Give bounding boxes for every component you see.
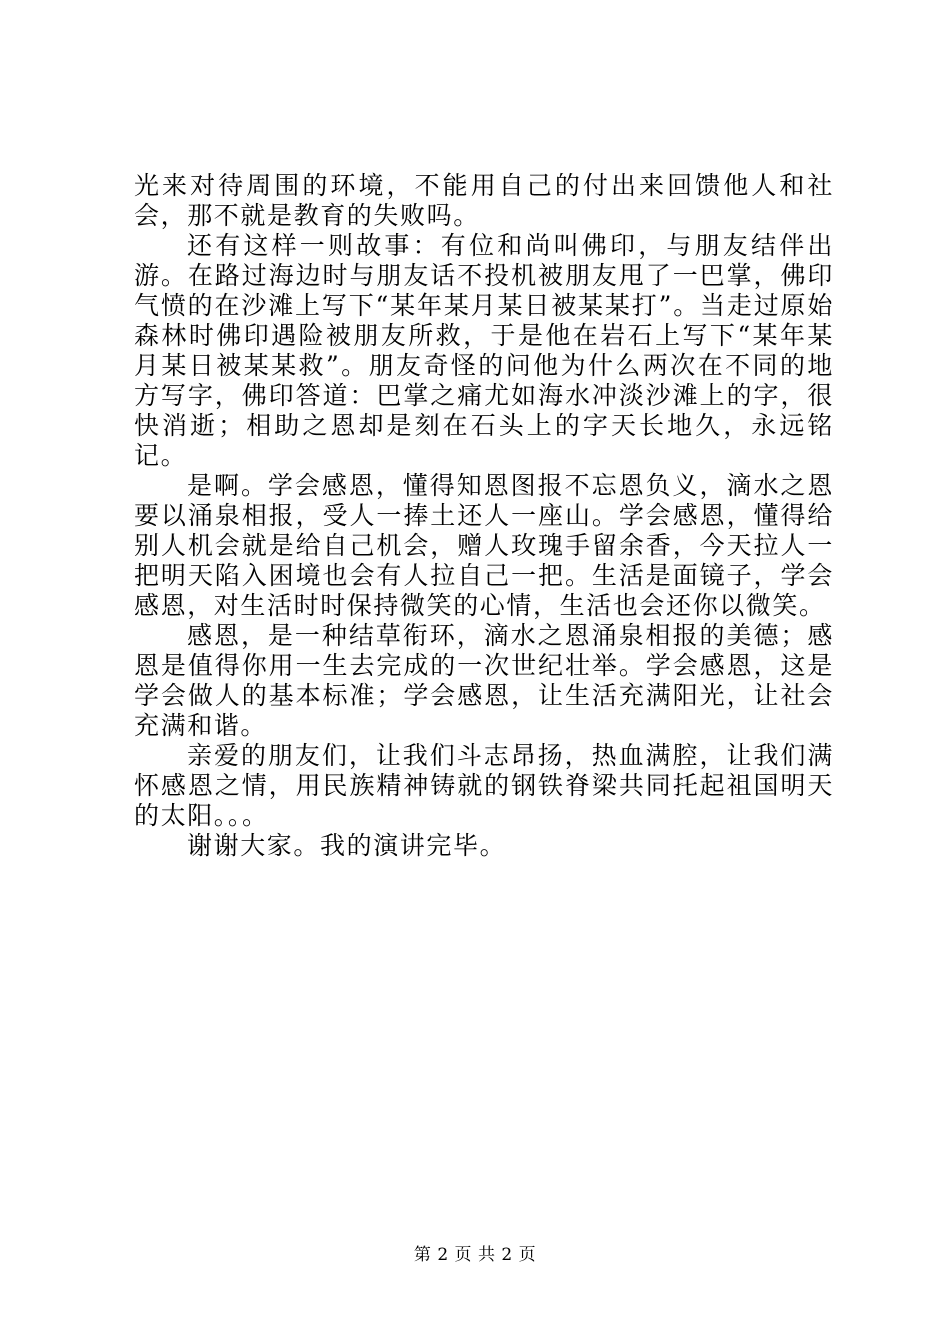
- paragraph-gratitude: 是啊。学会感恩，懂得知恩图报不忘恩负义，滴水之恩要以涌泉相报，受人一捧土还人一座山。学会感恩，懂得给别人机会就是给自己机会，赠人玫瑰手留余香，今天拉人一把明天陷入困境也会有人拉自己一把。生活是面镜子，学会感恩，对生活时时保持微笑的心情，生活也会还你以微笑。: [134, 471, 834, 620]
- page-footer: 第 2 页 共 2 页: [413, 1245, 537, 1265]
- paragraph-closing: 谢谢大家。我的演讲完毕。: [187, 831, 507, 860]
- paragraph-virtue: 感恩，是一种结草衔环，滴水之恩涌泉相报的美德；感恩是值得你用一生去完成的一次世纪壮举。学会感恩，这是学会做人的基本标准；学会感恩，让生活充满阳光，让社会充满和谐。: [134, 621, 834, 740]
- paragraph-call-to-action: 亲爱的朋友们，让我们斗志昂扬，热血满腔，让我们满怀感恩之情，用民族精神铸就的钢铁脊梁共同托起祖国明天的太阳。。。: [134, 741, 834, 830]
- body-text: [134, 171, 834, 861]
- paragraph-foyin-story: 还有这样一则故事：有位和尚叫佛印，与朋友结伴出游。在路过海边时与朋友话不投机被朋友甩了一巴掌，佛印气愤的在沙滩上写下“某年某月某日被某某打”。当走过原始森林时佛印遇险被朋友所救，于是他在岩石上写下“某年某月某日被某某救”。朋友奇怪的问他为什么两次在不同的地方写字，佛印答道：巴掌之痛尤如海水冲淡沙滩上的字，很快消逝；相助之恩却是刻在石头上的字天长地久，永远铭记。: [134, 231, 834, 470]
- paragraph-continuation: 光来对待周围的环境，不能用自己的付出来回馈他人和社会，那不就是教育的失败吗。: [134, 171, 834, 230]
